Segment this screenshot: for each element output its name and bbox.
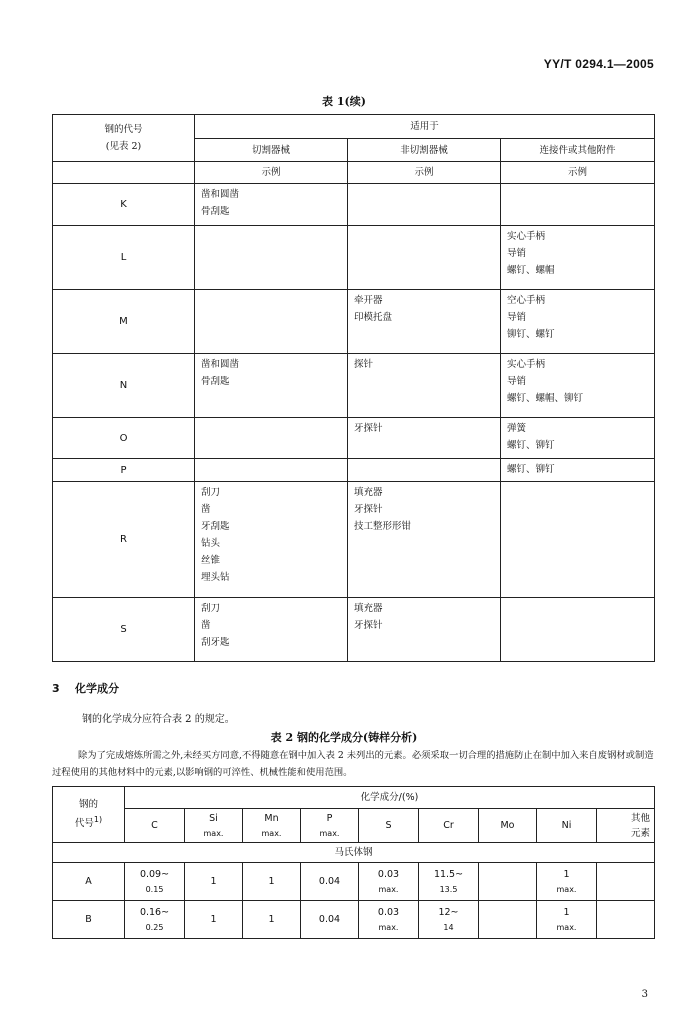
cell-si: 1: [185, 863, 243, 901]
example-item: 铆钉、螺钉: [507, 329, 555, 340]
example-cell-c3: [501, 226, 655, 290]
cell-p: 0.04: [301, 863, 359, 901]
cell-other: [597, 863, 655, 901]
table1-row: [53, 482, 655, 598]
element-header: Mo: [479, 809, 537, 843]
cell-s: 0.03 max.: [359, 863, 419, 901]
table2-row: [53, 863, 655, 901]
example-item: 刮刀: [201, 603, 221, 614]
example-item: 牙探针: [354, 423, 383, 434]
example-cell-c2: [348, 184, 501, 226]
table2: [52, 786, 655, 939]
example-item: 牵开器: [354, 295, 383, 306]
example-item: 埋头钻: [201, 572, 230, 583]
example-cell-c1: [195, 482, 348, 598]
cell-s: 0.03 max.: [359, 901, 419, 939]
cell-mn: 1: [243, 901, 301, 939]
element-header: Cr: [419, 809, 479, 843]
example-cell-c1: [195, 354, 348, 418]
example-cell-c1: [195, 184, 348, 226]
example-item: 空心手柄: [507, 295, 546, 306]
example-item: 螺钉、螺帽: [507, 265, 555, 276]
page-number: 3: [641, 989, 648, 1000]
t2-header-chem: 化学成分/(%): [125, 787, 655, 809]
example-item: 刮刀: [201, 487, 221, 498]
example-item: 丝锥: [201, 555, 221, 566]
header-connectors: 连接件或其他附件: [501, 139, 655, 162]
cell-ni: 1 max.: [537, 863, 597, 901]
steel-code: S: [53, 598, 195, 662]
header-example-2: 示例: [348, 162, 501, 184]
element-header: Mn max.: [243, 809, 301, 843]
cell-other: [597, 901, 655, 939]
table2-caption: 表 2 钢的化学成分(铸样分析): [270, 731, 418, 744]
example-cell-c2: [348, 598, 501, 662]
cell-mo: [479, 863, 537, 901]
table1-row: [53, 598, 655, 662]
standard-number: YY/T 0294.1—2005: [543, 57, 654, 71]
table1-row: [53, 418, 655, 459]
example-cell-c2: [348, 290, 501, 354]
example-item: 牙刮匙: [201, 521, 230, 532]
example-cell-c2: [348, 226, 501, 290]
steel-code: L: [53, 226, 195, 290]
example-item: 填充器: [354, 603, 383, 614]
element-header: C: [125, 809, 185, 843]
table2-body: [53, 863, 655, 939]
example-item: 凿: [201, 620, 211, 631]
example-cell-c3: [501, 598, 655, 662]
steel-code: R: [53, 482, 195, 598]
example-item: 导销: [507, 312, 527, 323]
cell-cr: 11.5~ 13.5: [419, 863, 479, 901]
example-item: 实心手柄: [507, 359, 546, 370]
example-item: 骨刮匙: [201, 206, 230, 217]
example-item: 螺钉、铆钉: [507, 464, 555, 475]
other-elements-header: 其他 元素: [597, 809, 655, 843]
section-heading: 3 化学成分: [52, 682, 119, 695]
example-item: 弹簧: [507, 423, 527, 434]
example-cell-c1: [195, 459, 348, 482]
example-item: 凿和圆凿: [201, 189, 240, 200]
cell-ni: 1 max.: [537, 901, 597, 939]
example-cell-c3: [501, 184, 655, 226]
example-item: 填充器: [354, 487, 383, 498]
example-cell-c3: [501, 459, 655, 482]
steel-code: O: [53, 418, 195, 459]
example-cell-c2: [348, 418, 501, 459]
table1-caption: 表 1(续): [322, 95, 366, 108]
steel-code: K: [53, 184, 195, 226]
example-item: 牙探针: [354, 620, 383, 631]
table1-body: [53, 184, 655, 662]
element-header: P max.: [301, 809, 359, 843]
cell-code: B: [53, 901, 125, 939]
example-item: 骨刮匙: [201, 376, 230, 387]
example-cell-c2: [348, 482, 501, 598]
example-item: 牙探针: [354, 504, 383, 515]
t2-group: 马氏体钢: [53, 843, 655, 863]
header-apply: 适用于: [195, 115, 655, 139]
element-header: Si max.: [185, 809, 243, 843]
table1-row: [53, 226, 655, 290]
cell-si: 1: [185, 901, 243, 939]
example-item: 螺钉、螺帽、铆钉: [507, 393, 584, 404]
element-header: S: [359, 809, 419, 843]
cell-code: A: [53, 863, 125, 901]
example-item: 导销: [507, 376, 527, 387]
section-paragraph: 钢的化学成分应符合表 2 的规定。: [82, 714, 235, 725]
cell-p: 0.04: [301, 901, 359, 939]
example-item: 凿和圆凿: [201, 359, 240, 370]
table2-note: 除为了完成熔炼所需之外,未经买方同意,不得随意在钢中加入表 2 未列出的元素。必须采取一切合理的措施防止在制中加入来自废钢材或制造过程使用的其他材料中的元素,以影响钢的可淬性、机械性能和使用范围。: [52, 750, 654, 778]
cell-mo: [479, 901, 537, 939]
cell-c: 0.16~ 0.25: [125, 901, 185, 939]
cell-cr: 12~ 14: [419, 901, 479, 939]
example-cell-c1: [195, 418, 348, 459]
example-cell-c2: [348, 459, 501, 482]
example-cell-c3: [501, 354, 655, 418]
table1-row: [53, 184, 655, 226]
header-example-1: 示例: [195, 162, 348, 184]
steel-code: M: [53, 290, 195, 354]
t2-header-code: 钢的 代号$^{1)}$: [53, 787, 125, 843]
example-item: 刮牙匙: [201, 637, 230, 648]
example-cell-c1: [195, 598, 348, 662]
table1-row: [53, 354, 655, 418]
example-item: 探针: [354, 359, 374, 370]
element-header: Ni: [537, 809, 597, 843]
cell-mn: 1: [243, 863, 301, 901]
example-item: 印模托盘: [354, 312, 393, 323]
example-item: 螺钉、铆钉: [507, 440, 555, 451]
example-item: 实心手柄: [507, 231, 546, 242]
example-item: 导销: [507, 248, 527, 259]
example-item: 凿: [201, 504, 211, 515]
example-cell-c1: [195, 226, 348, 290]
example-cell-c3: [501, 418, 655, 459]
cell-c: 0.09~ 0.15: [125, 863, 185, 901]
table2-row: [53, 901, 655, 939]
steel-code: N: [53, 354, 195, 418]
header-code: 钢的代号 (见表 2): [53, 115, 195, 162]
example-cell-c3: [501, 482, 655, 598]
table1: [52, 114, 655, 662]
table1-row: [53, 459, 655, 482]
header-example-3: 示例: [501, 162, 655, 184]
example-item: 技工整形形钳: [354, 521, 412, 532]
header-cutting: 切割器械: [195, 139, 348, 162]
table1-row: [53, 290, 655, 354]
header-blank: [53, 162, 195, 184]
example-cell-c3: [501, 290, 655, 354]
header-noncutting: 非切割器械: [348, 139, 501, 162]
example-cell-c2: [348, 354, 501, 418]
example-cell-c1: [195, 290, 348, 354]
steel-code: P: [53, 459, 195, 482]
example-item: 钻头: [201, 538, 221, 549]
